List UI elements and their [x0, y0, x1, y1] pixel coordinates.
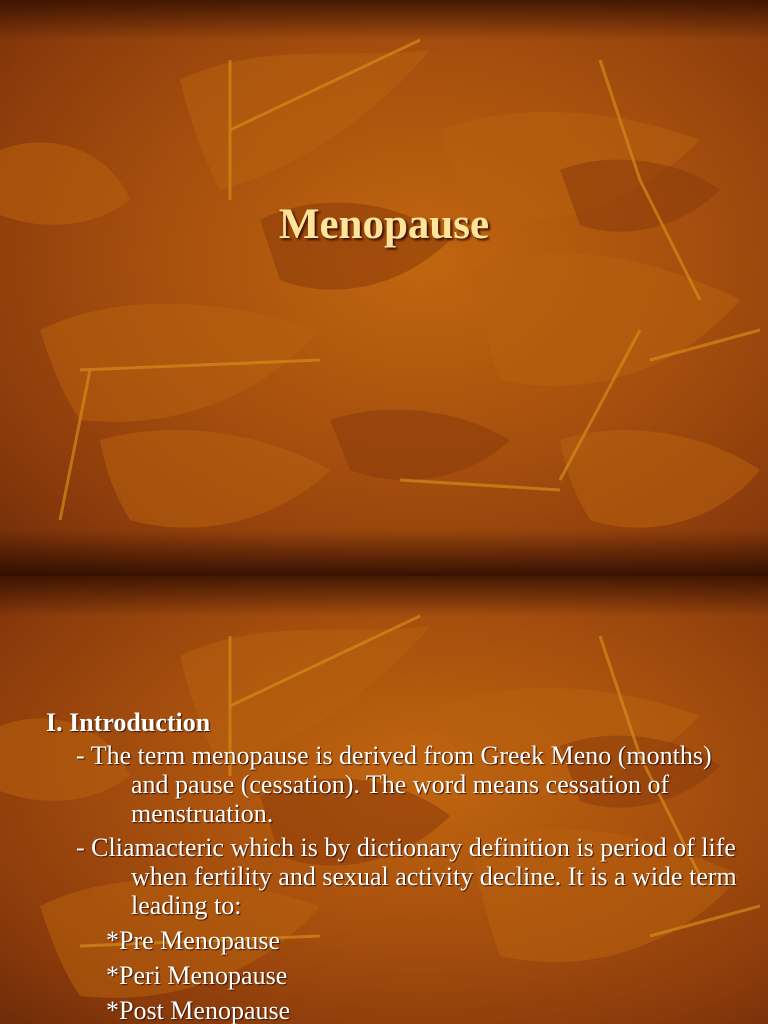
sub-item-post-menopause: *Post Menopause: [106, 996, 291, 1024]
slide-top-shade: [0, 576, 768, 616]
slide-bottom-shade: [0, 530, 768, 576]
bullet-item: - Cliamacteric which is by dictionary definition is period of life when fertility and sexual activity decline. It is a wide term leading to:: [76, 833, 737, 920]
slide-title-text: Menopause: [278, 201, 490, 248]
slide-top-shade: [0, 0, 768, 40]
sub-item-pre-menopause: *Pre Menopause: [106, 926, 281, 955]
sub-item-peri-menopause: *Peri Menopause: [106, 961, 288, 990]
section-heading: I. Introduction: [46, 708, 211, 737]
slide-introduction: [0, 576, 768, 1024]
bullet-item: - The term menopause is derived from Greek Meno (months) and pause (cessation). The word means cessation of menstruation.: [76, 741, 712, 828]
slide-body: [46, 708, 746, 1024]
